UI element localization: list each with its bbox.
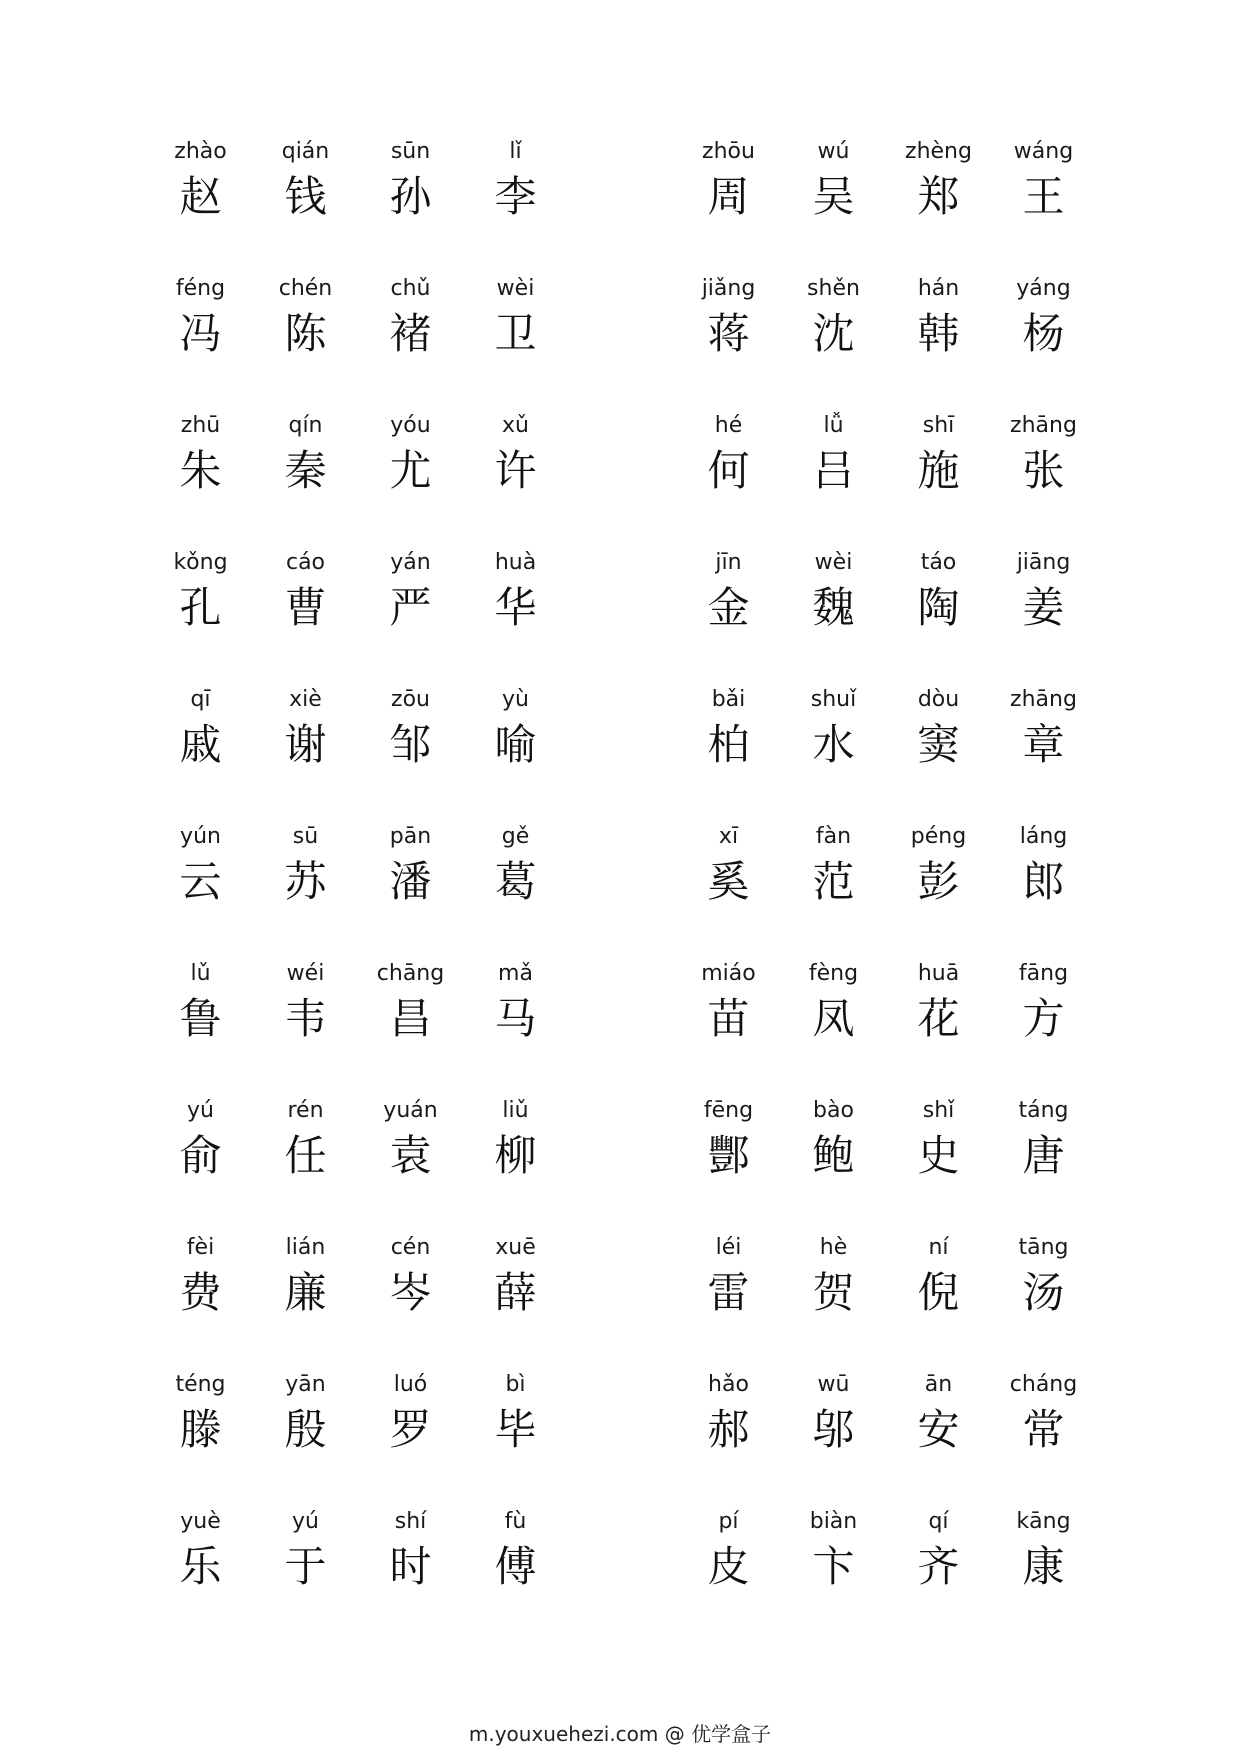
surname-cell	[358, 1236, 463, 1373]
surname-cell	[148, 1099, 253, 1236]
surname-cell	[676, 962, 781, 1099]
surname-cell	[358, 825, 463, 962]
pinyin-label: lǔ	[190, 961, 211, 986]
hanzi-character: 汤	[1022, 1268, 1065, 1317]
hanzi-character: 鲁	[179, 994, 222, 1043]
hanzi-character: 蒋	[707, 309, 750, 358]
pinyin-label: luó	[393, 1372, 428, 1397]
pinyin-label: shuǐ	[810, 687, 857, 712]
surname-cell	[676, 1373, 781, 1510]
surname-cell	[991, 1099, 1096, 1236]
pinyin-label: shī	[922, 413, 955, 438]
hanzi-character: 李	[494, 172, 537, 221]
pinyin-label: yáng	[1016, 276, 1071, 301]
surname-cell	[991, 1510, 1096, 1647]
surname-cell	[886, 140, 991, 277]
surname-cell	[463, 1099, 568, 1236]
surname-row	[676, 962, 1096, 1099]
surname-cell	[253, 1099, 358, 1236]
surname-row	[148, 1236, 568, 1373]
pinyin-label: wáng	[1013, 139, 1074, 164]
pinyin-label: bào	[813, 1098, 854, 1123]
hanzi-character: 酆	[707, 1131, 750, 1180]
surname-row	[676, 277, 1096, 414]
hanzi-character: 陶	[917, 583, 960, 632]
hanzi-character: 吴	[812, 172, 855, 221]
surname-row	[148, 1099, 568, 1236]
hanzi-character: 柏	[707, 720, 750, 769]
surname-cell	[253, 140, 358, 277]
surname-cell	[991, 414, 1096, 551]
surname-row	[148, 277, 568, 414]
surname-cell	[886, 277, 991, 414]
surname-cell	[991, 962, 1096, 1099]
pinyin-label: hé	[714, 413, 743, 438]
hanzi-character: 水	[812, 720, 855, 769]
hanzi-character: 薛	[494, 1268, 537, 1317]
pinyin-label: yuè	[180, 1509, 221, 1534]
hanzi-character: 乐	[179, 1542, 222, 1591]
surname-row	[148, 1510, 568, 1647]
pinyin-label: qī	[190, 687, 211, 712]
pinyin-label: yù	[502, 687, 529, 712]
hanzi-character: 唐	[1022, 1131, 1065, 1180]
surname-row	[676, 140, 1096, 277]
surname-cell	[148, 1236, 253, 1373]
pinyin-label: fēng	[703, 1098, 754, 1123]
hanzi-character: 常	[1022, 1405, 1065, 1454]
surname-cell	[781, 140, 886, 277]
surname-cell	[676, 414, 781, 551]
surname-cell	[148, 1373, 253, 1510]
hanzi-character: 戚	[179, 720, 222, 769]
surname-cell	[148, 140, 253, 277]
surname-cell	[886, 1236, 991, 1373]
surname-cell	[991, 140, 1096, 277]
surname-cell	[148, 962, 253, 1099]
surname-cell	[463, 1510, 568, 1647]
hanzi-character: 昌	[389, 994, 432, 1043]
surname-row	[676, 1510, 1096, 1647]
pinyin-label: zōu	[391, 687, 430, 712]
hanzi-character: 褚	[389, 309, 432, 358]
hanzi-character: 冯	[179, 309, 222, 358]
hanzi-character: 陈	[284, 309, 327, 358]
surname-row	[148, 962, 568, 1099]
pinyin-label: cén	[390, 1235, 431, 1260]
pinyin-label: cáo	[285, 550, 326, 575]
pinyin-label: xuē	[495, 1235, 536, 1260]
pinyin-label: kǒng	[173, 550, 228, 575]
surname-cell	[148, 551, 253, 688]
surname-row	[148, 688, 568, 825]
pinyin-label: qín	[288, 413, 323, 438]
pinyin-label: lǚ	[823, 413, 844, 438]
hanzi-character: 曹	[284, 583, 327, 632]
surname-cell	[358, 1510, 463, 1647]
pinyin-label: biàn	[809, 1509, 858, 1534]
surname-cell	[781, 1373, 886, 1510]
surname-cell	[676, 1099, 781, 1236]
hanzi-character: 时	[389, 1542, 432, 1591]
pinyin-label: zhāng	[1010, 687, 1077, 712]
pinyin-label: fù	[504, 1509, 527, 1534]
hanzi-character: 任	[284, 1131, 327, 1180]
pinyin-label: jiǎng	[701, 276, 756, 301]
surname-cell	[886, 551, 991, 688]
hanzi-character: 王	[1022, 172, 1065, 221]
hanzi-character: 张	[1022, 446, 1065, 495]
pinyin-label: yú	[292, 1509, 319, 1534]
pinyin-label: pí	[718, 1509, 739, 1534]
left-surname-grid	[148, 140, 568, 1647]
pinyin-label: fāng	[1018, 961, 1069, 986]
pinyin-label: shěn	[807, 276, 860, 301]
surname-cell	[253, 688, 358, 825]
surname-row	[676, 1373, 1096, 1510]
pinyin-label: shí	[394, 1509, 427, 1534]
surname-cell	[148, 688, 253, 825]
hanzi-character: 郝	[707, 1405, 750, 1454]
surname-cell	[991, 1373, 1096, 1510]
hanzi-character: 方	[1022, 994, 1065, 1043]
pinyin-label: bǎi	[711, 687, 746, 712]
surname-cell	[358, 551, 463, 688]
hanzi-character: 奚	[707, 857, 750, 906]
pinyin-label: mǎ	[498, 961, 533, 986]
pinyin-label: gě	[501, 824, 530, 849]
pinyin-label: sūn	[390, 139, 431, 164]
surname-cell	[358, 1373, 463, 1510]
hanzi-character: 喻	[494, 720, 537, 769]
pinyin-label: yún	[180, 824, 221, 849]
hanzi-character: 杨	[1022, 309, 1065, 358]
pinyin-label: zhāng	[1010, 413, 1077, 438]
hanzi-character: 岑	[389, 1268, 432, 1317]
pinyin-label: yān	[285, 1372, 326, 1397]
surname-cell	[781, 551, 886, 688]
hanzi-character: 俞	[179, 1131, 222, 1180]
pinyin-label: zhū	[180, 413, 221, 438]
pinyin-label: hè	[819, 1235, 848, 1260]
hanzi-character: 邬	[812, 1405, 855, 1454]
surname-cell	[886, 1510, 991, 1647]
pinyin-label: huā	[917, 961, 960, 986]
pinyin-label: cháng	[1009, 1372, 1078, 1397]
surname-cell	[991, 277, 1096, 414]
surname-cell	[781, 825, 886, 962]
hanzi-character: 何	[707, 446, 750, 495]
surname-cell	[463, 1236, 568, 1373]
pinyin-label: hán	[917, 276, 960, 301]
hanzi-character: 范	[812, 857, 855, 906]
hanzi-character: 史	[917, 1131, 960, 1180]
surname-cell	[781, 1236, 886, 1373]
surname-row	[148, 825, 568, 962]
hanzi-character: 韦	[284, 994, 327, 1043]
surname-cell	[886, 414, 991, 551]
surname-row	[676, 414, 1096, 551]
hanzi-character: 郑	[917, 172, 960, 221]
pinyin-label: xǔ	[502, 413, 529, 438]
surname-cell	[253, 1373, 358, 1510]
pinyin-label: wèi	[496, 276, 535, 301]
surname-cell	[148, 414, 253, 551]
hanzi-character: 费	[179, 1268, 222, 1317]
surname-cell	[781, 962, 886, 1099]
hanzi-character: 姜	[1022, 583, 1065, 632]
pinyin-label: kāng	[1016, 1509, 1071, 1534]
pinyin-label: yán	[390, 550, 431, 575]
surname-row	[676, 551, 1096, 688]
pinyin-label: wèi	[814, 550, 853, 575]
surname-cell	[253, 825, 358, 962]
surname-cell	[676, 1510, 781, 1647]
hanzi-character: 钱	[284, 172, 327, 221]
pinyin-label: jiāng	[1016, 550, 1071, 575]
surname-cell	[358, 1099, 463, 1236]
surname-cell	[463, 414, 568, 551]
surname-cell	[886, 1373, 991, 1510]
hanzi-character: 毕	[494, 1405, 537, 1454]
pinyin-label: chǔ	[390, 276, 431, 301]
hanzi-character: 赵	[179, 172, 222, 221]
pinyin-label: shǐ	[922, 1098, 955, 1123]
surname-cell	[781, 688, 886, 825]
hanzi-character: 花	[917, 994, 960, 1043]
pinyin-label: fàn	[815, 824, 852, 849]
hanzi-character: 苏	[284, 857, 327, 906]
pinyin-label: yú	[187, 1098, 214, 1123]
hanzi-character: 鲍	[812, 1131, 855, 1180]
hanzi-character: 卫	[494, 309, 537, 358]
pinyin-label: láng	[1019, 824, 1068, 849]
surname-row	[148, 1373, 568, 1510]
hanzi-character: 窦	[917, 720, 960, 769]
hanzi-character: 尤	[389, 446, 432, 495]
hanzi-character: 彭	[917, 857, 960, 906]
pinyin-label: xī	[718, 824, 739, 849]
hanzi-character: 沈	[812, 309, 855, 358]
pinyin-label: chén	[278, 276, 333, 301]
surname-cell	[676, 140, 781, 277]
surname-cell	[676, 1236, 781, 1373]
surname-cell	[358, 140, 463, 277]
hanzi-character: 金	[707, 583, 750, 632]
surname-cell	[253, 1236, 358, 1373]
pinyin-label: léi	[715, 1235, 742, 1260]
hanzi-character: 雷	[707, 1268, 750, 1317]
pinyin-label: huà	[494, 550, 537, 575]
footer-watermark: m.youxuehezi.com @ 优学盒子	[468, 1722, 772, 1746]
hanzi-character: 马	[494, 994, 537, 1043]
surname-cell	[148, 1510, 253, 1647]
hanzi-character: 孔	[179, 583, 222, 632]
surname-cell	[781, 1099, 886, 1236]
hanzi-character: 滕	[179, 1405, 222, 1454]
surname-cell	[148, 825, 253, 962]
surname-row	[148, 551, 568, 688]
surname-cell	[358, 277, 463, 414]
surname-cell	[253, 277, 358, 414]
pinyin-label: féng	[175, 276, 226, 301]
surname-cell	[463, 140, 568, 277]
hanzi-character: 凤	[812, 994, 855, 1043]
hanzi-character: 倪	[917, 1268, 960, 1317]
pinyin-label: chāng	[376, 961, 445, 986]
surname-cell	[358, 962, 463, 1099]
surname-cell	[991, 551, 1096, 688]
hanzi-character: 柳	[494, 1131, 537, 1180]
surname-row	[676, 1236, 1096, 1373]
pinyin-label: xiè	[289, 687, 322, 712]
surname-cell	[991, 825, 1096, 962]
hanzi-character: 云	[179, 857, 222, 906]
hanzi-character: 华	[494, 583, 537, 632]
surname-cell	[463, 1373, 568, 1510]
hanzi-character: 苗	[707, 994, 750, 1043]
pinyin-label: ān	[924, 1372, 953, 1397]
surname-cell	[463, 551, 568, 688]
surname-cell	[781, 1510, 886, 1647]
surname-cell	[253, 414, 358, 551]
pinyin-label: qián	[281, 139, 330, 164]
pinyin-label: zhèng	[905, 139, 972, 164]
pinyin-label: táo	[920, 550, 957, 575]
hanzi-character: 谢	[284, 720, 327, 769]
surname-cell	[463, 825, 568, 962]
pinyin-label: liǔ	[502, 1098, 529, 1123]
hanzi-character: 袁	[389, 1131, 432, 1180]
hanzi-character: 卞	[812, 1542, 855, 1591]
hanzi-character: 朱	[179, 446, 222, 495]
surname-cell	[676, 277, 781, 414]
surname-row	[148, 140, 568, 277]
right-surname-grid	[676, 140, 1096, 1647]
hanzi-character: 严	[389, 583, 432, 632]
pinyin-label: ní	[928, 1235, 949, 1260]
hanzi-character: 郎	[1022, 857, 1065, 906]
pinyin-label: qí	[928, 1509, 949, 1534]
hanzi-character: 章	[1022, 720, 1065, 769]
surname-cell	[463, 962, 568, 1099]
surname-cell	[358, 414, 463, 551]
hanzi-character: 施	[917, 446, 960, 495]
pinyin-label: rén	[287, 1098, 324, 1123]
surname-cell	[253, 962, 358, 1099]
surname-row	[676, 825, 1096, 962]
hanzi-character: 孙	[389, 172, 432, 221]
pinyin-label: zhào	[174, 139, 227, 164]
surname-cell	[781, 414, 886, 551]
surname-cell	[886, 825, 991, 962]
pinyin-label: hǎo	[708, 1372, 749, 1397]
surname-row	[676, 1099, 1096, 1236]
surname-cell	[991, 688, 1096, 825]
pinyin-label: pān	[389, 824, 432, 849]
hanzi-character: 康	[1022, 1542, 1065, 1591]
pinyin-label: tāng	[1018, 1235, 1069, 1260]
hanzi-character: 齐	[917, 1542, 960, 1591]
pinyin-label: jīn	[715, 550, 742, 575]
hanzi-character: 于	[284, 1542, 327, 1591]
hanzi-character: 秦	[284, 446, 327, 495]
pinyin-label: miáo	[701, 961, 756, 986]
hanzi-character: 韩	[917, 309, 960, 358]
surname-cell	[676, 825, 781, 962]
surname-cell	[886, 962, 991, 1099]
surname-cell	[358, 688, 463, 825]
pinyin-label: wú	[817, 139, 850, 164]
pinyin-label: dòu	[917, 687, 960, 712]
pinyin-label: sū	[292, 824, 319, 849]
pinyin-label: wéi	[286, 961, 325, 986]
surname-cell	[676, 551, 781, 688]
surname-cell	[991, 1236, 1096, 1373]
hanzi-character: 魏	[812, 583, 855, 632]
hanzi-character: 罗	[389, 1405, 432, 1454]
pinyin-label: yuán	[383, 1098, 438, 1123]
surname-cell	[676, 688, 781, 825]
surname-cell	[781, 277, 886, 414]
surname-cell	[886, 688, 991, 825]
pinyin-label: fèng	[808, 961, 859, 986]
surname-cell	[463, 277, 568, 414]
surname-cell	[253, 1510, 358, 1647]
hanzi-character: 皮	[707, 1542, 750, 1591]
pinyin-label: wū	[817, 1372, 850, 1397]
hanzi-character: 贺	[812, 1268, 855, 1317]
pinyin-label: zhōu	[702, 139, 755, 164]
pinyin-label: yóu	[390, 413, 431, 438]
pinyin-label: bì	[505, 1372, 526, 1397]
surname-cell	[148, 277, 253, 414]
surname-cell	[253, 551, 358, 688]
hanzi-character: 周	[707, 172, 750, 221]
surname-cell	[886, 1099, 991, 1236]
hanzi-character: 傅	[494, 1542, 537, 1591]
hanzi-character: 吕	[812, 446, 855, 495]
pinyin-label: fèi	[186, 1235, 215, 1260]
pinyin-label: lǐ	[509, 139, 522, 164]
hanzi-character: 邹	[389, 720, 432, 769]
pinyin-label: táng	[1018, 1098, 1069, 1123]
hanzi-character: 潘	[389, 857, 432, 906]
pinyin-label: péng	[910, 824, 967, 849]
surname-row	[676, 688, 1096, 825]
hanzi-character: 许	[494, 446, 537, 495]
pinyin-label: lián	[285, 1235, 326, 1260]
surname-row	[148, 414, 568, 551]
hanzi-character: 葛	[494, 857, 537, 906]
hanzi-character: 殷	[284, 1405, 327, 1454]
surname-cell	[463, 688, 568, 825]
hanzi-character: 安	[917, 1405, 960, 1454]
pinyin-label: téng	[175, 1372, 226, 1397]
hanzi-character: 廉	[284, 1268, 327, 1317]
